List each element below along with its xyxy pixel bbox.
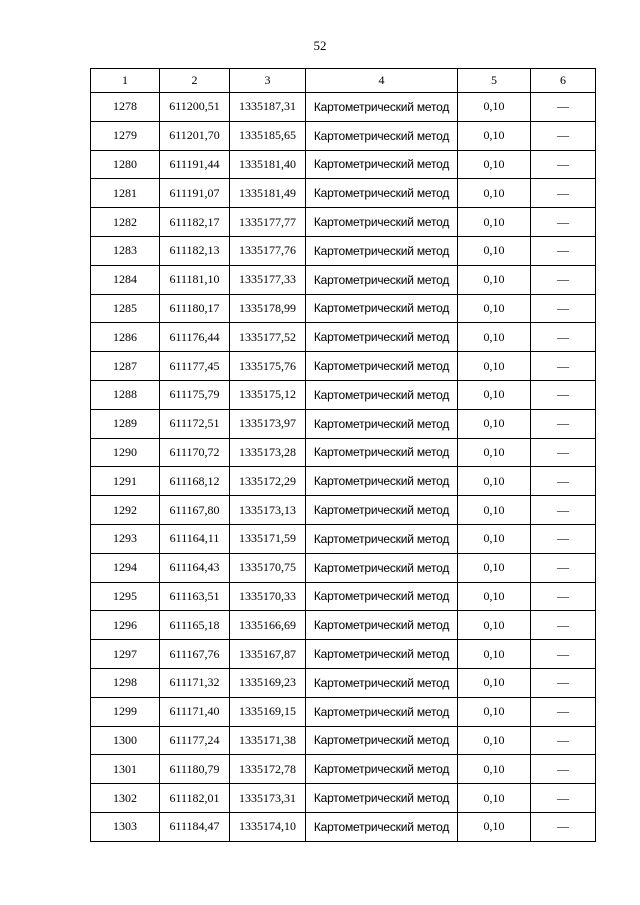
x-coordinate-cell: 611191,44 (160, 150, 230, 179)
point-number-cell: 1289 (91, 409, 160, 438)
method-cell: Картометрический метод (306, 640, 458, 669)
note-cell: — (531, 726, 596, 755)
note-cell: — (531, 265, 596, 294)
accuracy-cell: 0,10 (458, 553, 531, 582)
table-row (91, 179, 596, 208)
note-cell: — (531, 668, 596, 697)
note-cell: — (531, 323, 596, 352)
accuracy-cell: 0,10 (458, 265, 531, 294)
y-coordinate-cell: 1335166,69 (230, 611, 306, 640)
accuracy-cell: 0,10 (458, 179, 531, 208)
y-coordinate-cell: 1335173,28 (230, 438, 306, 467)
table-row (91, 697, 596, 726)
note-cell: — (531, 179, 596, 208)
note-cell: — (531, 352, 596, 381)
point-number-cell: 1296 (91, 611, 160, 640)
note-cell: — (531, 697, 596, 726)
table-row (91, 236, 596, 265)
table-row (91, 784, 596, 813)
y-coordinate-cell: 1335177,33 (230, 265, 306, 294)
x-coordinate-cell: 611165,18 (160, 611, 230, 640)
table-row (91, 812, 596, 841)
note-cell: — (531, 208, 596, 237)
accuracy-cell: 0,10 (458, 784, 531, 813)
point-number-cell: 1298 (91, 668, 160, 697)
note-cell: — (531, 812, 596, 841)
x-coordinate-cell: 611182,17 (160, 208, 230, 237)
note-cell: — (531, 611, 596, 640)
accuracy-cell: 0,10 (458, 467, 531, 496)
accuracy-cell: 0,10 (458, 150, 531, 179)
y-coordinate-cell: 1335185,65 (230, 121, 306, 150)
method-cell: Картометрический метод (306, 294, 458, 323)
y-coordinate-cell: 1335173,31 (230, 784, 306, 813)
point-number-cell: 1280 (91, 150, 160, 179)
method-cell: Картометрический метод (306, 208, 458, 237)
y-coordinate-cell: 1335177,52 (230, 323, 306, 352)
header-cell-col1: 1 (91, 69, 160, 93)
method-cell: Картометрический метод (306, 496, 458, 525)
table-row (91, 668, 596, 697)
table-row (91, 352, 596, 381)
method-cell: Картометрический метод (306, 582, 458, 611)
x-coordinate-cell: 611177,24 (160, 726, 230, 755)
accuracy-cell: 0,10 (458, 668, 531, 697)
y-coordinate-cell: 1335181,40 (230, 150, 306, 179)
table-header (91, 69, 596, 93)
y-coordinate-cell: 1335169,15 (230, 697, 306, 726)
table-row (91, 524, 596, 553)
x-coordinate-cell: 611177,45 (160, 352, 230, 381)
point-number-cell: 1303 (91, 812, 160, 841)
x-coordinate-cell: 611170,72 (160, 438, 230, 467)
note-cell: — (531, 121, 596, 150)
accuracy-cell: 0,10 (458, 323, 531, 352)
accuracy-cell: 0,10 (458, 755, 531, 784)
point-number-cell: 1283 (91, 236, 160, 265)
method-cell: Картометрический метод (306, 352, 458, 381)
table-row (91, 438, 596, 467)
method-cell: Картометрический метод (306, 755, 458, 784)
y-coordinate-cell: 1335171,38 (230, 726, 306, 755)
point-number-cell: 1301 (91, 755, 160, 784)
method-cell: Картометрический метод (306, 93, 458, 122)
point-number-cell: 1282 (91, 208, 160, 237)
x-coordinate-cell: 611200,51 (160, 93, 230, 122)
page-number: 52 (313, 38, 327, 53)
point-number-cell: 1295 (91, 582, 160, 611)
method-cell: Картометрический метод (306, 726, 458, 755)
note-cell: — (531, 755, 596, 784)
note-cell: — (531, 236, 596, 265)
method-cell: Картометрический метод (306, 524, 458, 553)
accuracy-cell: 0,10 (458, 208, 531, 237)
table-row (91, 640, 596, 669)
point-number-cell: 1292 (91, 496, 160, 525)
accuracy-cell: 0,10 (458, 352, 531, 381)
header-cell-col3: 3 (230, 69, 306, 93)
x-coordinate-cell: 611171,32 (160, 668, 230, 697)
x-coordinate-cell: 611180,79 (160, 755, 230, 784)
method-cell: Картометрический метод (306, 812, 458, 841)
x-coordinate-cell: 611181,10 (160, 265, 230, 294)
point-number-cell: 1285 (91, 294, 160, 323)
table-row (91, 208, 596, 237)
method-cell: Картометрический метод (306, 784, 458, 813)
x-coordinate-cell: 611171,40 (160, 697, 230, 726)
note-cell: — (531, 150, 596, 179)
accuracy-cell: 0,10 (458, 582, 531, 611)
note-cell: — (531, 409, 596, 438)
point-number-cell: 1288 (91, 380, 160, 409)
table-row (91, 93, 596, 122)
x-coordinate-cell: 611164,43 (160, 553, 230, 582)
accuracy-cell: 0,10 (458, 380, 531, 409)
table-row (91, 726, 596, 755)
accuracy-cell: 0,10 (458, 93, 531, 122)
table-row (91, 553, 596, 582)
point-number-cell: 1279 (91, 121, 160, 150)
x-coordinate-cell: 611163,51 (160, 582, 230, 611)
table-row (91, 265, 596, 294)
note-cell: — (531, 93, 596, 122)
point-number-cell: 1281 (91, 179, 160, 208)
coordinates-table (90, 68, 596, 842)
table-row (91, 582, 596, 611)
method-cell: Картометрический метод (306, 697, 458, 726)
table-body (91, 93, 596, 842)
accuracy-cell: 0,10 (458, 726, 531, 755)
y-coordinate-cell: 1335178,99 (230, 294, 306, 323)
method-cell: Картометрический метод (306, 409, 458, 438)
point-number-cell: 1302 (91, 784, 160, 813)
point-number-cell: 1284 (91, 265, 160, 294)
table-row (91, 496, 596, 525)
table-row (91, 467, 596, 496)
y-coordinate-cell: 1335187,31 (230, 93, 306, 122)
header-cell-col6: 6 (531, 69, 596, 93)
note-cell: — (531, 294, 596, 323)
x-coordinate-cell: 611182,01 (160, 784, 230, 813)
method-cell: Картометрический метод (306, 121, 458, 150)
point-number-cell: 1294 (91, 553, 160, 582)
y-coordinate-cell: 1335172,78 (230, 755, 306, 784)
y-coordinate-cell: 1335177,76 (230, 236, 306, 265)
accuracy-cell: 0,10 (458, 640, 531, 669)
method-cell: Картометрический метод (306, 236, 458, 265)
method-cell: Картометрический метод (306, 179, 458, 208)
table-row (91, 323, 596, 352)
y-coordinate-cell: 1335173,97 (230, 409, 306, 438)
point-number-cell: 1293 (91, 524, 160, 553)
method-cell: Картометрический метод (306, 467, 458, 496)
point-number-cell: 1290 (91, 438, 160, 467)
x-coordinate-cell: 611168,12 (160, 467, 230, 496)
note-cell: — (531, 784, 596, 813)
point-number-cell: 1287 (91, 352, 160, 381)
accuracy-cell: 0,10 (458, 438, 531, 467)
x-coordinate-cell: 611182,13 (160, 236, 230, 265)
note-cell: — (531, 553, 596, 582)
method-cell: Картометрический метод (306, 438, 458, 467)
header-cell-col2: 2 (160, 69, 230, 93)
point-number-cell: 1297 (91, 640, 160, 669)
accuracy-cell: 0,10 (458, 121, 531, 150)
x-coordinate-cell: 611184,47 (160, 812, 230, 841)
method-cell: Картометрический метод (306, 380, 458, 409)
accuracy-cell: 0,10 (458, 294, 531, 323)
table-row (91, 294, 596, 323)
point-number-cell: 1286 (91, 323, 160, 352)
method-cell: Картометрический метод (306, 323, 458, 352)
x-coordinate-cell: 611191,07 (160, 179, 230, 208)
y-coordinate-cell: 1335172,29 (230, 467, 306, 496)
table-row (91, 409, 596, 438)
x-coordinate-cell: 611176,44 (160, 323, 230, 352)
table-row (91, 380, 596, 409)
y-coordinate-cell: 1335169,23 (230, 668, 306, 697)
accuracy-cell: 0,10 (458, 812, 531, 841)
method-cell: Картометрический метод (306, 553, 458, 582)
y-coordinate-cell: 1335174,10 (230, 812, 306, 841)
table-row (91, 611, 596, 640)
accuracy-cell: 0,10 (458, 697, 531, 726)
x-coordinate-cell: 611175,79 (160, 380, 230, 409)
method-cell: Картометрический метод (306, 265, 458, 294)
x-coordinate-cell: 611167,76 (160, 640, 230, 669)
y-coordinate-cell: 1335170,75 (230, 553, 306, 582)
header-row (91, 69, 596, 93)
y-coordinate-cell: 1335175,76 (230, 352, 306, 381)
note-cell: — (531, 380, 596, 409)
method-cell: Картометрический метод (306, 668, 458, 697)
accuracy-cell: 0,10 (458, 409, 531, 438)
x-coordinate-cell: 611167,80 (160, 496, 230, 525)
y-coordinate-cell: 1335175,12 (230, 380, 306, 409)
accuracy-cell: 0,10 (458, 611, 531, 640)
table-row (91, 150, 596, 179)
note-cell: — (531, 582, 596, 611)
y-coordinate-cell: 1335167,87 (230, 640, 306, 669)
x-coordinate-cell: 611172,51 (160, 409, 230, 438)
point-number-cell: 1299 (91, 697, 160, 726)
x-coordinate-cell: 611201,70 (160, 121, 230, 150)
note-cell: — (531, 496, 596, 525)
accuracy-cell: 0,10 (458, 236, 531, 265)
note-cell: — (531, 640, 596, 669)
method-cell: Картометрический метод (306, 611, 458, 640)
y-coordinate-cell: 1335171,59 (230, 524, 306, 553)
table-row (91, 121, 596, 150)
table-row (91, 755, 596, 784)
point-number-cell: 1278 (91, 93, 160, 122)
x-coordinate-cell: 611164,11 (160, 524, 230, 553)
header-cell-col4: 4 (306, 69, 458, 93)
point-number-cell: 1300 (91, 726, 160, 755)
accuracy-cell: 0,10 (458, 496, 531, 525)
point-number-cell: 1291 (91, 467, 160, 496)
y-coordinate-cell: 1335181,49 (230, 179, 306, 208)
accuracy-cell: 0,10 (458, 524, 531, 553)
y-coordinate-cell: 1335173,13 (230, 496, 306, 525)
method-cell: Картометрический метод (306, 150, 458, 179)
note-cell: — (531, 467, 596, 496)
note-cell: — (531, 438, 596, 467)
note-cell: — (531, 524, 596, 553)
x-coordinate-cell: 611180,17 (160, 294, 230, 323)
header-cell-col5: 5 (458, 69, 531, 93)
y-coordinate-cell: 1335177,77 (230, 208, 306, 237)
y-coordinate-cell: 1335170,33 (230, 582, 306, 611)
